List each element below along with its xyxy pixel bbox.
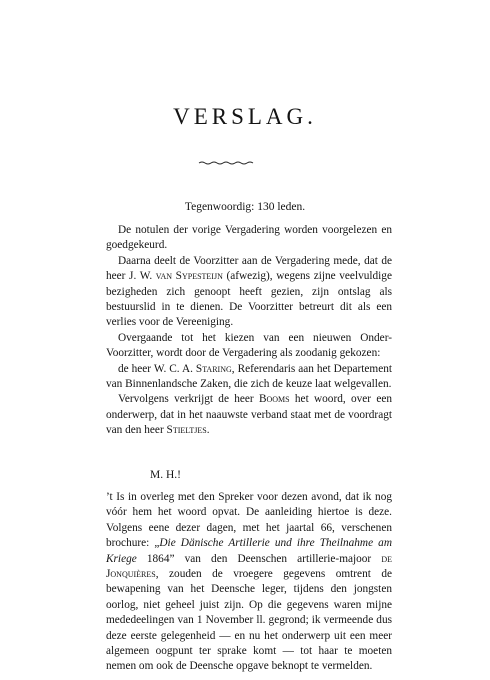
person-name: Booms	[258, 393, 290, 406]
attendance-line: Tegenwoordig: 130 leden.	[184, 201, 306, 213]
paragraph-text: het woord, over een onderwerp, dat in het naauwste verband staat met de voordragt van den heer	[106, 393, 392, 437]
minutes-paragraph-1	[106, 223, 392, 254]
speech-section	[106, 490, 392, 675]
minutes-section	[106, 223, 392, 439]
paragraph-text: ’t Is in overleg met den Spreker voor dezen avond, dat ik nog vóór hem het woord opvat. De aanleiding hiertoe is deze. Volgens eene dezer dagen, met het jaartal 66, verschenen brochure: „	[106, 491, 392, 550]
paragraph-text: de heer W. C. A.	[118, 362, 196, 375]
paragraph-text: Overgaande tot het kiezen van een nieuwen Onder-Voorzitter, wordt door de Vergadering als zoodanig gekozen:	[106, 331, 392, 360]
paragraph-text: , Referendaris aan het Departement van Binnenlandsche Zaken, die zich de keuze laat welgevallen.	[106, 362, 392, 391]
paragraph-text: , zouden de vroegere gegevens omtrent de bewapening van het Deensche leger, tijdens den jongsten oorlog, niet geheel juist zijn. Op die gegevens waren mijne mededeelingen van 1 November ll. gegrond; ik vermeende dus deze eerste gelegenheid — en nu het onderwerp uit een meer algemeen oogpunt ter sprake komt — tot haar te moeten nemen om ook de Deensche opgave beknopt te vermelden.	[106, 568, 392, 673]
speech-salutation: M. H.!	[150, 469, 181, 481]
page-title: VERSLAG.	[173, 104, 317, 129]
person-name: Stieltjes	[166, 424, 207, 437]
speech-paragraph	[106, 490, 392, 675]
person-name: de Jonquières	[106, 552, 392, 581]
paragraph-text: Daarna deelt de Voorzitter aan de Vergadering mede, dat de heer J. W.	[106, 254, 392, 283]
paragraph-text: Vervolgens verkrijgt de heer	[118, 393, 259, 406]
person-name: van Sypesteijn	[155, 270, 223, 283]
paragraph-text: 1864” van den Deenschen artillerie-majoor	[136, 552, 382, 565]
paragraph-text: (afwezig), wegens zijne veelvuldige bezigheden zich genoopt heeft gezien, zijn ontslag als bestuurslid in te dienen. De Voorzitter betreurt dit als een verlies voor de Vereeniging.	[106, 270, 392, 329]
minutes-paragraph-4	[106, 362, 392, 393]
paragraph-text: De notulen der vorige Vergadering worden voorgelezen en goedgekeurd.	[106, 224, 392, 252]
minutes-paragraph-2	[106, 254, 392, 331]
minutes-paragraph-3	[106, 331, 392, 362]
minutes-paragraph-5	[106, 392, 392, 438]
brochure-title: Die Dänische Artillerie und ihre Theilnahme am Kriege	[106, 537, 392, 565]
paragraph-text: .	[206, 424, 210, 437]
person-name: Staring	[195, 362, 232, 375]
ornament-divider	[198, 161, 256, 165]
